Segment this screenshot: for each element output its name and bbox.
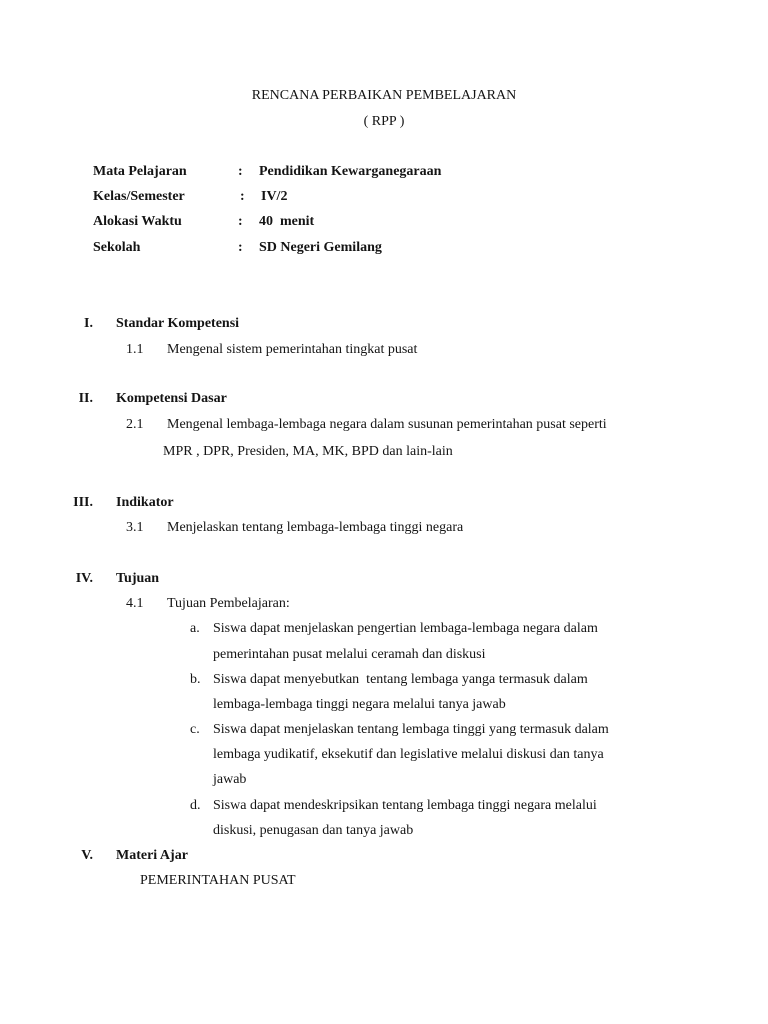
item-text: Mengenal lembaga-lembaga negara dalam susunan pemerintahan pusat seperti <box>167 417 607 432</box>
info-separator: : <box>238 214 243 229</box>
section-title: Indikator <box>116 495 174 510</box>
document-title: RENCANA PERBAIKAN PEMBELAJARAN <box>251 88 517 103</box>
item-number: 3.1 <box>126 520 144 535</box>
item-text: MPR , DPR, Presiden, MA, MK, BPD dan lain-lain <box>163 444 453 459</box>
info-label-mata-pelajaran: Mata Pelajaran <box>93 164 187 179</box>
section-number: I. <box>84 316 93 331</box>
section-number: IV. <box>75 571 93 586</box>
item-number: 4.1 <box>126 596 144 611</box>
info-label-sekolah: Sekolah <box>93 240 141 255</box>
info-label-kelas-semester: Kelas/Semester <box>93 189 185 204</box>
list-item-text: jawab <box>213 772 247 787</box>
list-item-text: Siswa dapat menjelaskan pengertian lembaga-lembaga negara dalam <box>213 621 598 636</box>
section-title: Tujuan <box>116 571 160 586</box>
info-separator: : <box>240 189 245 204</box>
list-item-text: pemerintahan pusat melalui ceramah dan diskusi <box>213 647 486 662</box>
section-number: II. <box>78 391 93 406</box>
info-label-alokasi-waktu: Alokasi Waktu <box>93 214 182 229</box>
section-title: Standar Kompetensi <box>116 316 240 331</box>
list-item-text: Siswa dapat mendeskripsikan tentang lembaga tinggi negara melalui <box>213 798 597 813</box>
document-subtitle: ( RPP ) <box>363 114 405 129</box>
section-title: Materi Ajar <box>116 848 188 863</box>
item-text: Mengenal sistem pemerintahan tingkat pusat <box>167 342 418 357</box>
list-letter: c. <box>190 722 200 737</box>
list-item-text: lembaga-lembaga tinggi negara melalui tanya jawab <box>213 697 506 712</box>
section-body: PEMERINTAHAN PUSAT <box>140 873 296 888</box>
info-value-sekolah: SD Negeri Gemilang <box>259 240 382 255</box>
list-item-text: diskusi, penugasan dan tanya jawab <box>213 823 414 838</box>
section-title: Kompetensi Dasar <box>116 391 227 406</box>
info-separator: : <box>238 164 243 179</box>
info-value-kelas-semester: IV/2 <box>261 189 288 204</box>
info-value-mata-pelajaran: Pendidikan Kewarganegaraan <box>259 164 442 179</box>
item-number: 2.1 <box>126 417 144 432</box>
list-item-text: lembaga yudikatif, eksekutif dan legislative melalui diskusi dan tanya <box>213 747 604 762</box>
info-separator: : <box>238 240 243 255</box>
section-number: V. <box>81 848 93 863</box>
item-text: Tujuan Pembelajaran: <box>167 596 290 611</box>
section-number: III. <box>73 495 93 510</box>
item-number: 1.1 <box>126 342 144 357</box>
list-item-text: Siswa dapat menyebutkan tentang lembaga yanga termasuk dalam <box>213 672 588 687</box>
list-letter: d. <box>190 798 201 813</box>
list-letter: b. <box>190 672 201 687</box>
list-item-text: Siswa dapat menjelaskan tentang lembaga tinggi yang termasuk dalam <box>213 722 609 737</box>
list-letter: a. <box>190 621 200 636</box>
item-text: Menjelaskan tentang lembaga-lembaga tinggi negara <box>167 520 464 535</box>
info-value-alokasi-waktu: 40 menit <box>259 214 315 229</box>
